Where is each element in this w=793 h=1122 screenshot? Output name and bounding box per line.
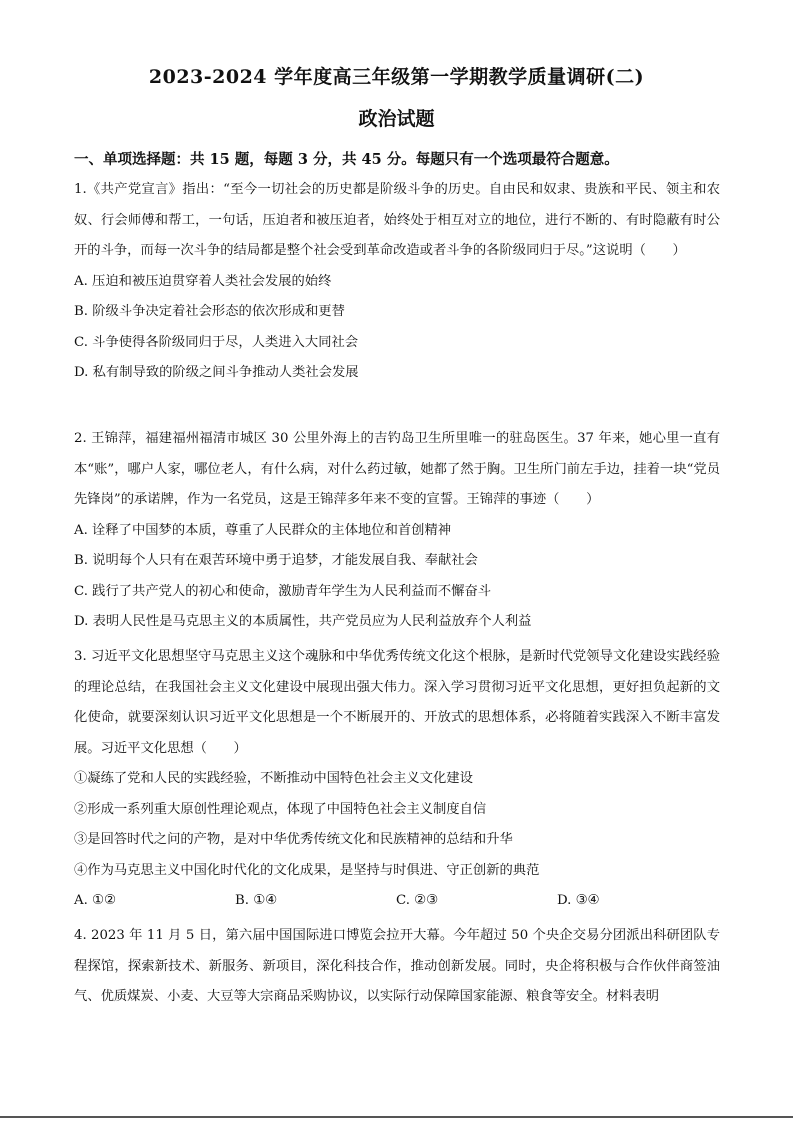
statement-4: ④作为马克思主义中国化时代化的文化成果，是坚持与时俱进、守正创新的典范 (74, 862, 540, 878)
option-d: D. 私有制导致的阶级之间斗争推动人类社会发展 (74, 365, 359, 380)
question-stem: 2. 王锦萍，福建福州福清市城区 30 公里外海上的吉钓岛卫生所里唯一的驻岛医生。37 年来，她心里一直有本“账”，哪户人家，哪位老人，有什么病，对什么药过敏，她都了然于胸。卫生所门前左手边，挂着一块“党员先锋岗”的承诺牌，作为一名党员，这是王锦萍多年来不变的宣誓。王锦萍的事迹（ ） (74, 431, 720, 507)
option-row (74, 886, 720, 917)
option-c: C. 践行了共产党人的初心和使命，激励青年学生为人民利益而不懈奋斗 (74, 583, 492, 599)
question-2 (74, 424, 720, 638)
option-a: A. ①② (74, 893, 116, 908)
question-1 (74, 175, 720, 389)
option-b: B. 阶级斗争决定着社会形态的依次形成和更替 (74, 304, 345, 319)
option-c: C. 斗争使得各阶级同归于尽，人类进入大同社会 (74, 334, 359, 350)
option-d: D. ③④ (557, 893, 600, 908)
option-a: A. 诠释了中国梦的本质，尊重了人民群众的主体地位和首创精神 (74, 522, 452, 538)
section-heading: 一、单项选择题：共 15 题，每题 3 分，共 45 分。每题只有一个选项最符合题意。 (74, 151, 619, 168)
option-b: B. ①④ (235, 893, 278, 908)
option-c: C. ②③ (396, 893, 438, 908)
option-a: A. 压迫和被压迫贯穿着人类社会发展的始终 (74, 273, 332, 289)
option-b: B. 说明每个人只有在艰苦环境中勇于追梦，才能发展自我、奉献社会 (74, 553, 478, 568)
subject-title: 政治试题 (358, 108, 435, 130)
statement-1: ①凝练了党和人民的实践经验，不断推动中国特色社会主义文化建设 (74, 771, 473, 786)
question-3 (74, 642, 720, 917)
question-stem: 3. 习近平文化思想坚守马克思主义这个魂脉和中华优秀传统文化这个根脉，是新时代党领导文化建设实践经验的理论总结，在我国社会主义文化建设中展现出强大伟力。深入学习贯彻习近平文化思想，更好担负起新的文化使命，就要深刻认识习近平文化思想是一个不断展开的、开放式的思想体系，必将随着实践深入不断丰富发展。习近平文化思想（ ） (74, 649, 720, 756)
option-d: D. 表明人民性是马克思主义的本质属性，共产党员应为人民利益放弃个人利益 (74, 614, 532, 629)
page-bottom-rule (0, 1116, 793, 1118)
exam-title: 2023-2024 学年度高三年级第一学期教学质量调研(二) (148, 66, 645, 88)
question-stem: 1.《共产党宣言》指出：“至今一切社会的历史都是阶级斗争的历史。自由民和奴隶、贵族和平民、领主和农奴、行会师傅和帮工，一句话，压迫者和被压迫者，始终处于相互对立的地位，进行不断的、有时隐蔽有时公开的斗争，而每一次斗争的结局都是整个社会受到革命改造或者斗争的各阶级同归于尽。”这说明（ ） (74, 182, 720, 258)
statement-3: ③是回答时代之问的产物，是对中华优秀传统文化和民族精神的总结和升华 (74, 832, 513, 847)
statement-2: ②形成一系列重大原创性理论观点，体现了中国特色社会主义制度自信 (74, 801, 487, 817)
question-stem: 4. 2023 年 11 月 5 日，第六届中国国际进口博览会拉开大幕。今年超过 50 个央企交易分团派出科研团队专程探馆，探索新技术、新服务、新项目，深化科技合作，推动创新发展。同时，央企将积极与合作伙伴商签油气、优质煤炭、小麦、大豆等大宗商品采购协议，以实际行动保障国家能源、粮食等安全。材料表明 (74, 928, 720, 1004)
question-4 (74, 921, 720, 1013)
